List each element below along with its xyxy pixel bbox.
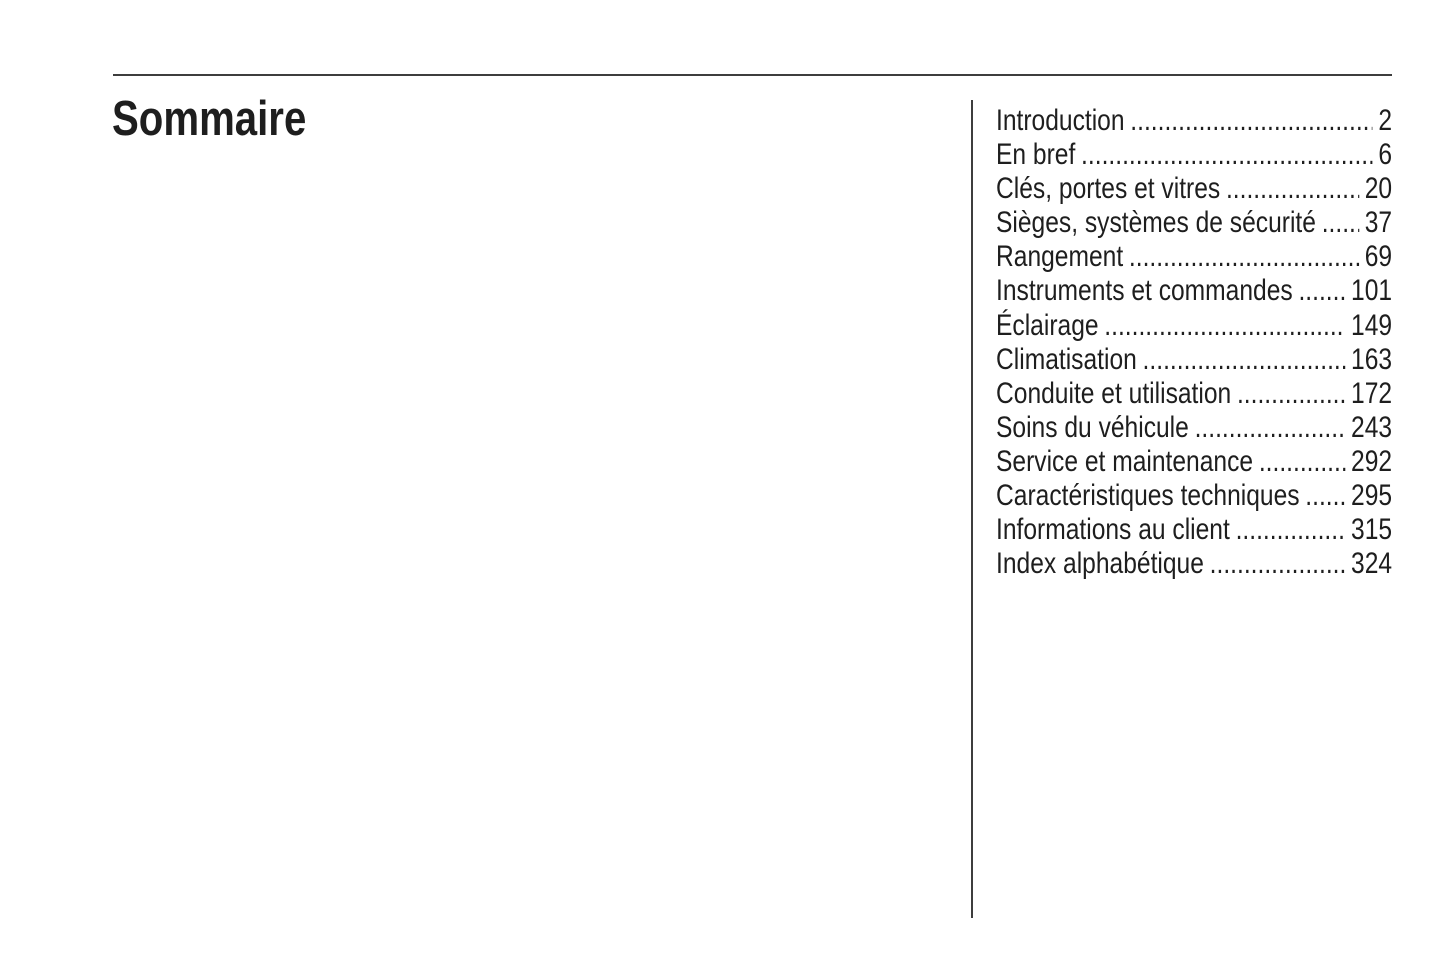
toc-entry-page: 69 bbox=[1364, 240, 1393, 274]
dot-leader bbox=[1259, 445, 1345, 479]
toc-entry bbox=[996, 513, 1392, 547]
toc-entry-label: Service et maintenance bbox=[996, 444, 1254, 478]
toc-entry bbox=[996, 411, 1392, 445]
toc-entry-label: Soins du véhicule bbox=[996, 410, 1189, 444]
toc-entry-page: 324 bbox=[1351, 547, 1393, 581]
dot-leader bbox=[1129, 240, 1359, 274]
dot-leader bbox=[1237, 377, 1345, 411]
toc-entry bbox=[996, 240, 1392, 274]
toc-entry bbox=[996, 547, 1392, 581]
toc-entry-page: 295 bbox=[1351, 479, 1393, 513]
toc-entry-label: En bref bbox=[996, 138, 1076, 172]
dot-leader bbox=[1195, 411, 1346, 445]
toc-entry-page: 37 bbox=[1364, 206, 1393, 240]
toc-entry-page: 243 bbox=[1351, 410, 1393, 444]
page-title: Sommaire bbox=[112, 92, 307, 146]
toc-entry bbox=[996, 309, 1392, 343]
toc-entry bbox=[996, 479, 1392, 513]
toc-entry bbox=[996, 377, 1392, 411]
toc-entry-page: 163 bbox=[1351, 342, 1393, 376]
toc-entry bbox=[996, 138, 1392, 172]
toc-entry-label: Rangement bbox=[996, 240, 1124, 274]
toc-list bbox=[996, 104, 1392, 581]
toc-entry-label: Éclairage bbox=[996, 308, 1099, 342]
dot-leader bbox=[1298, 274, 1345, 308]
top-rule bbox=[113, 74, 1392, 76]
toc-entry bbox=[996, 274, 1392, 308]
toc-entry-page: 6 bbox=[1378, 138, 1393, 172]
toc-entry-label: Clés, portes et vitres bbox=[996, 172, 1221, 206]
toc-entry-page: 101 bbox=[1351, 274, 1393, 308]
column-divider bbox=[971, 100, 973, 918]
dot-leader bbox=[1322, 206, 1359, 240]
toc-entry-label: Instruments et commandes bbox=[996, 274, 1293, 308]
toc-entry-page: 20 bbox=[1364, 172, 1393, 206]
dot-leader bbox=[1210, 547, 1346, 581]
toc-entry bbox=[996, 206, 1392, 240]
dot-leader bbox=[1305, 479, 1345, 513]
dot-leader bbox=[1104, 309, 1345, 343]
toc-entry-label: Climatisation bbox=[996, 342, 1137, 376]
toc-entry bbox=[996, 445, 1392, 479]
toc-entry-label: Conduite et utilisation bbox=[996, 376, 1232, 410]
toc-entry-label: Sièges, systèmes de sécurité bbox=[996, 206, 1316, 240]
dot-leader bbox=[1081, 138, 1373, 172]
toc-entry-page: 149 bbox=[1351, 308, 1393, 342]
toc-entry-label: Caractéristiques techniques bbox=[996, 479, 1300, 513]
toc-entry bbox=[996, 343, 1392, 377]
toc-entry-page: 292 bbox=[1351, 444, 1393, 478]
dot-leader bbox=[1143, 343, 1346, 377]
dot-leader bbox=[1130, 104, 1372, 138]
toc-entry-page: 172 bbox=[1351, 376, 1393, 410]
toc-entry-label: Introduction bbox=[996, 104, 1125, 137]
toc-entry bbox=[996, 172, 1392, 206]
toc-entry-label: Informations au client bbox=[996, 513, 1230, 547]
toc-entry bbox=[996, 104, 1392, 138]
dot-leader bbox=[1236, 513, 1346, 547]
toc-entry-page: 315 bbox=[1351, 513, 1393, 547]
dot-leader bbox=[1226, 172, 1359, 206]
toc-entry-label: Index alphabétique bbox=[996, 547, 1204, 581]
toc-entry-page: 2 bbox=[1378, 104, 1393, 137]
